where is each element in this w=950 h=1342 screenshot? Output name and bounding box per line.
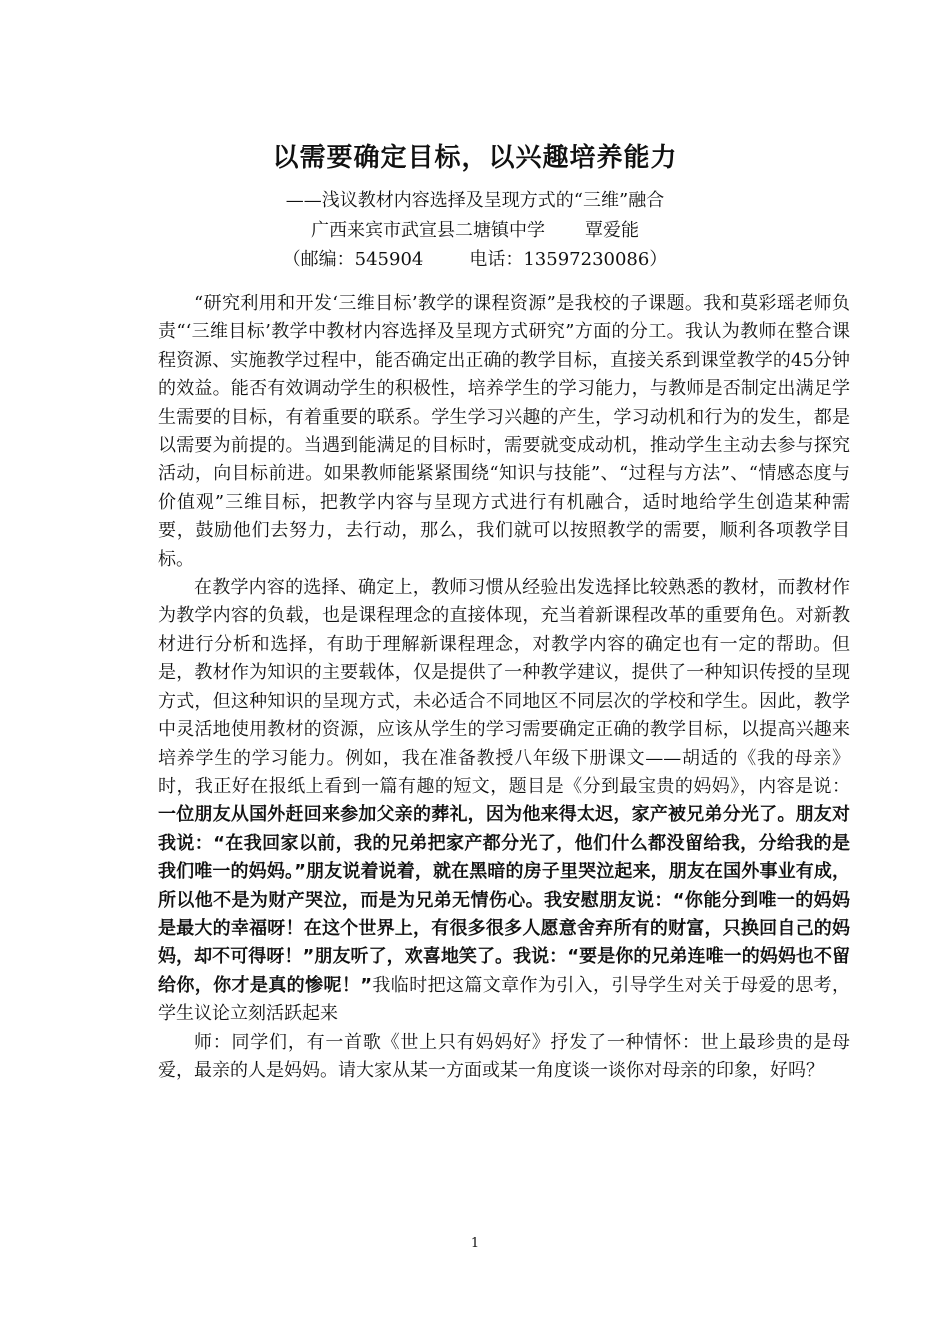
paragraph-2-quoted-story: 一位朋友从国外赶回来参加父亲的葬礼，因为他来得太迟，家产被兄弟分光了。朋友对我说：“在我回家以前，我的兄弟把家产都分光了，他们什么都没留给我，分给我的是我们唯一的妈妈。”朋友说着说着，就在黑暗的房子里哭泣起来，朋友在国外事业有成，所以他不是为财产哭泣，而是为兄弟无情伤心。我安慰朋友说：“你能分到唯一的妈妈是最大的幸福呀！在这个世界上，有很多很多人愿意舍弃所有的财富，只换回自己的妈妈，却不可得呀！”朋友听了，欢喜地笑了。我说：“要是你的兄弟连唯一的妈妈也不留给你，你才是真的惨呢！” [158, 804, 850, 996]
document-title: 以需要确定目标，以兴趣培养能力 [272, 143, 678, 173]
author-line [0, 218, 950, 244]
phone-label: 电话： [469, 249, 524, 270]
paragraph-2-intro: 在教学内容的选择、确定上，教师习惯从经验出发选择比较熟悉的教材，而教材作为教学内容的负载，也是课程理念的直接体现，充当着新课程改革的重要角色。对新教材进行分析和选择，有助于理解新课程理念，对教学内容的确定也有一定的帮助。但是，教材作为知识的主要载体，仅是提供了一种教学建议，提供了一种知识传授的呈现方式，但这种知识的呈现方式，未必适合不同地区不同层次的学校和学生。因此，教学中灵活地使用教材的资源，应该从学生的学习需要确定正确的教学目标，以提高兴趣来培养学生的学习能力。例如，我在准备教授八年级下册课文——胡适的《我的母亲》时，我正好在报纸上看到一篇有趣的短文，题目是《分到最宝贵的妈妈》，内容是说： [158, 577, 850, 797]
paragraph-2-outro: 我临时把这篇文章作为引入，引导学生对关于母爱的思考，学生议论立刻活跃起来 [158, 974, 850, 1025]
postcode-label: 邮编： [300, 249, 355, 270]
paragraph-2 [158, 574, 850, 1029]
contact-line [0, 247, 950, 273]
author-name: 覃爱能 [585, 220, 639, 241]
author-school: 广西来宾市武宣县二塘镇中学 [311, 220, 545, 241]
paragraph-1: “研究利用和开发‘三维目标’教学的课程资源”是我校的子课题。我和莫彩瑶老师负责“‘三维目标’教学中教材内容选择及呈现方式研究”方面的分工。我认为教师在整合课程资源、实施教学过程中，能否确定出正确的教学目标，直接关系到课堂教学的45分钟的效益。能否有效调动学生的积极性，培养学生的学习能力，与教师是否制定出满足学生需要的目标，有着重要的联系。学生学习兴趣的产生，学习动机和行为的发生，都是以需要为前提的。当遇到能满足的目标时，需要就变成动机，推动学生主动去参与探究活动，向目标前进。如果教师能紧紧围绕“知识与技能”、“过程与方法”、“情感态度与价值观”三维目标，把教学内容与呈现方式进行有机融合，适时地给学生创造某种需要，鼓励他们去努力，去行动，那么，我们就可以按照教学的需要，顺利各项教学目标。 [158, 293, 850, 570]
document-subtitle: ——浅议教材内容选择及呈现方式的“三维”融合 [285, 190, 665, 211]
contact-open-paren: （ [282, 249, 301, 270]
contact-close-paren: ） [649, 249, 668, 270]
phone-value: 13597230086 [523, 249, 650, 270]
paragraph-3: 师：同学们，有一首歌《世上只有妈妈好》抒发了一种情怀：世上最珍贵的是母爱，最亲的人是妈妈。请大家从某一方面或某一角度谈一谈你对母亲的印象，好吗？ [158, 1031, 850, 1081]
page-number: 1 [470, 1236, 480, 1251]
postcode-value: 545904 [354, 249, 424, 270]
body-text [158, 290, 850, 1085]
